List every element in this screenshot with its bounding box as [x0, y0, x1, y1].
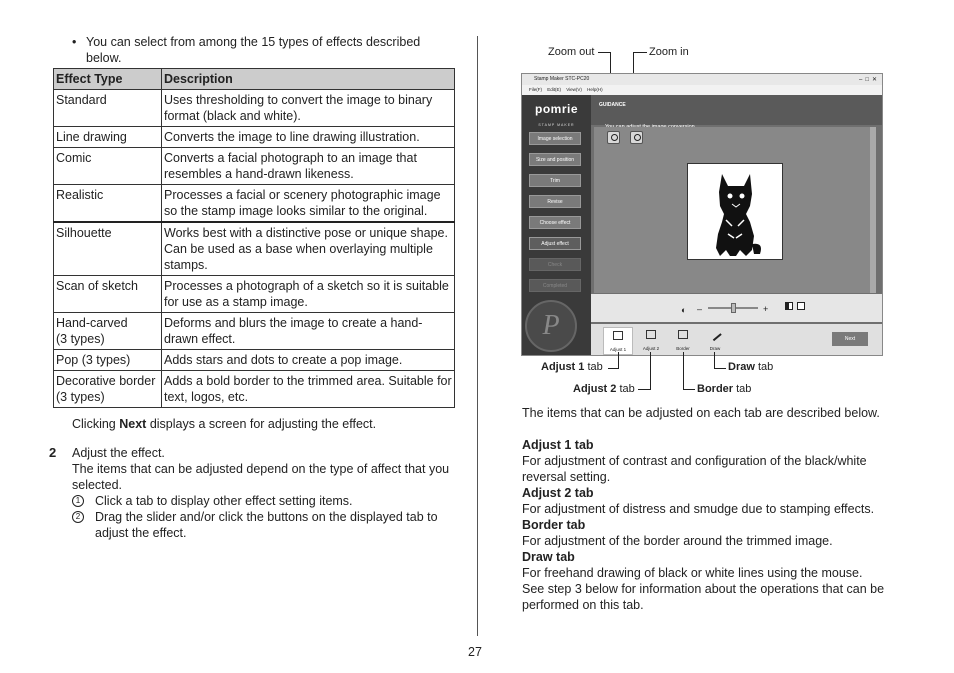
table-row [54, 276, 455, 313]
menu-bar[interactable]: File(F) Edit(E) View(V) Help(H) [522, 85, 882, 95]
substep-1 [72, 493, 455, 509]
callout-text: tab [754, 361, 774, 373]
effect-type: Scan of sketch [54, 276, 162, 313]
sidebar-item-check[interactable]: Check [529, 258, 581, 271]
sliders-icon [613, 331, 623, 340]
section-body: For adjustment of the border around the trimmed image. [522, 534, 833, 548]
effect-type: Decorative border (3 types) [54, 371, 162, 408]
table-header-effect: Effect Type [54, 69, 162, 90]
pen-icon [708, 328, 721, 341]
callout-bold: Draw [728, 361, 755, 373]
tab-label: Draw [709, 346, 721, 351]
table-row [54, 350, 455, 371]
effect-description: Processes a facial or scenery photographic image so the stamp image looks similar to the original. [162, 185, 455, 223]
column-divider [477, 36, 478, 636]
main-panel [591, 95, 883, 356]
preview-canvas [594, 127, 876, 293]
substep-text: Click a tab to display other effect setting items. [95, 494, 353, 508]
step-title: Adjust the effect. [72, 446, 165, 460]
step-3-note: See step 3 below for information about the operations that can be performed on this tab. [522, 582, 885, 612]
guidance-title: GUIDANCE [599, 102, 626, 108]
callout-text: tab [584, 361, 603, 373]
effect-description: Adds a bold border to the trimmed area. Suitable for text, logos, etc. [162, 371, 455, 408]
step-2 [49, 445, 455, 541]
sidebar [522, 95, 591, 356]
tab-adjust-1[interactable] [603, 327, 633, 355]
sidebar-item-image-selection[interactable]: Image selection [529, 132, 581, 145]
slider-handle[interactable] [731, 303, 736, 313]
sidebar-item-size-position[interactable]: Size and position [529, 153, 581, 166]
preview-image [687, 163, 783, 260]
effect-type: Line drawing [54, 127, 162, 148]
sidebar-item-choose-effect[interactable]: Choose effect [529, 216, 581, 229]
effect-description: Processes a photograph of a sketch so it is suitable for use as a stamp image. [162, 276, 455, 313]
tab-border[interactable] [668, 327, 698, 355]
reverse-checkbox[interactable] [797, 302, 805, 310]
effect-description: Converts a facial photograph to an image that resembles a hand-drawn likeness. [162, 148, 455, 185]
reverse-icon [785, 302, 793, 310]
callout-line [714, 368, 726, 369]
effect-description: Converts the image to line drawing illustration. [162, 127, 455, 148]
next-keyword: Next [119, 417, 147, 431]
effect-description: Works best with a distinctive pose or unique shape. Can be used as a base when overlaying multiple stamps. [162, 222, 455, 276]
plus-icon[interactable]: + [763, 304, 769, 314]
border-callout [697, 383, 751, 396]
left-column [49, 34, 455, 541]
table-row [54, 222, 455, 276]
minus-icon[interactable]: – [697, 304, 703, 314]
table-row [54, 148, 455, 185]
zoom-out-icon[interactable] [607, 131, 620, 144]
table-row [54, 371, 455, 408]
section-title: Draw tab [522, 550, 575, 564]
guidance-banner [591, 95, 883, 125]
contrast-icon: ◐ [681, 305, 687, 315]
seal-logo: P [525, 300, 577, 352]
sidebar-item-trim[interactable]: Trim [529, 174, 581, 187]
section-body: For adjustment of distress and smudge due to stamping effects. [522, 502, 875, 516]
square-icon [678, 330, 688, 339]
vertical-scrollbar[interactable] [870, 127, 876, 293]
table-row [54, 90, 455, 127]
table-row [54, 127, 455, 148]
sidebar-item-completed[interactable]: Completed [529, 279, 581, 292]
step-number: 2 [49, 445, 57, 460]
effect-type: Comic [54, 148, 162, 185]
substep-2 [72, 509, 455, 541]
tab-label: Border [676, 346, 690, 351]
clicking-next-paragraph [53, 416, 455, 432]
sliders-icon [646, 330, 656, 339]
callout-text: tab [733, 383, 752, 395]
draw-callout [728, 361, 773, 374]
callout-line [714, 352, 715, 368]
window-title: Stamp Maker STC-PC20 [534, 76, 590, 82]
zoom-in-callout: Zoom in [649, 46, 689, 58]
effect-type: Pop (3 types) [54, 350, 162, 371]
table-header-description: Description [162, 69, 455, 90]
table-row [54, 313, 455, 350]
circled-number-2: 2 [72, 511, 84, 523]
callout-line [638, 389, 651, 390]
app-screenshot [521, 73, 883, 356]
zoom-out-callout: Zoom out [548, 46, 595, 58]
effect-description: Uses thresholding to convert the image to binary format (black and white). [162, 90, 455, 127]
cat-image-icon [688, 164, 782, 259]
zoom-in-icon[interactable] [630, 131, 643, 144]
tab-adjust-2[interactable] [636, 327, 666, 355]
callout-line [683, 352, 684, 390]
tab-label: Adjust 2 [642, 346, 660, 351]
effect-type: Standard [54, 90, 162, 127]
substep-text: Drag the slider and/or click the buttons on the displayed tab to adjust the effect. [95, 510, 438, 540]
section-body: For freehand drawing of black or white lines using the mouse. [522, 566, 863, 580]
callout-line [633, 52, 647, 53]
sidebar-item-adjust-effect[interactable]: Adjust effect [529, 237, 581, 250]
para-text: Clicking [72, 417, 120, 431]
brand-logo: pomrie [534, 102, 578, 116]
callout-line [608, 368, 619, 369]
callout-bold: Adjust 1 [541, 361, 585, 373]
effect-type: Realistic [54, 185, 162, 223]
sidebar-item-revise[interactable]: Revise [529, 195, 581, 208]
effect-type: Hand-carved (3 types) [54, 313, 162, 350]
tabs-intro: The items that can be adjusted on each tab are described below. [522, 406, 880, 420]
section-title: Adjust 2 tab [522, 486, 594, 500]
brand-subtitle: STAMP MAKER [538, 123, 575, 127]
table-row [54, 185, 455, 223]
effects-bullet: • You can select from among the 15 types of effects described below. [53, 34, 455, 66]
right-column [522, 405, 902, 613]
callout-line [650, 352, 651, 390]
tabs-row [591, 324, 883, 356]
callout-line [598, 52, 610, 53]
para-text: displays a screen for adjusting the effect. [146, 417, 377, 431]
window-controls-icon[interactable]: –□✕ [859, 77, 880, 83]
tab-label: Adjust 1 [609, 347, 627, 352]
section-title: Adjust 1 tab [522, 438, 594, 452]
adjust-2-callout [573, 383, 635, 396]
section-title: Border tab [522, 518, 586, 532]
step-body: The items that can be adjusted depend on the type of affect that you selected. [72, 462, 450, 492]
slider-row [591, 294, 883, 322]
effect-description: Deforms and blurs the image to create a hand-drawn effect. [162, 313, 455, 350]
page-number: 27 [468, 645, 482, 659]
window-title-bar [522, 74, 882, 85]
callout-text: tab [616, 383, 635, 395]
callout-line [618, 352, 619, 368]
callout-bold: Border [697, 383, 734, 395]
tab-draw[interactable] [700, 327, 730, 355]
adjust-1-callout [541, 361, 603, 374]
next-button[interactable]: Next [832, 332, 868, 346]
effects-table [53, 68, 455, 408]
circled-number-1: 1 [72, 495, 84, 507]
effect-type: Silhouette [54, 222, 162, 276]
effect-description: Adds stars and dots to create a pop image. [162, 350, 455, 371]
callout-bold: Adjust 2 [573, 383, 617, 395]
section-body: For adjustment of contrast and configuration of the black/white reversal setting. [522, 454, 867, 484]
callout-line [683, 389, 695, 390]
